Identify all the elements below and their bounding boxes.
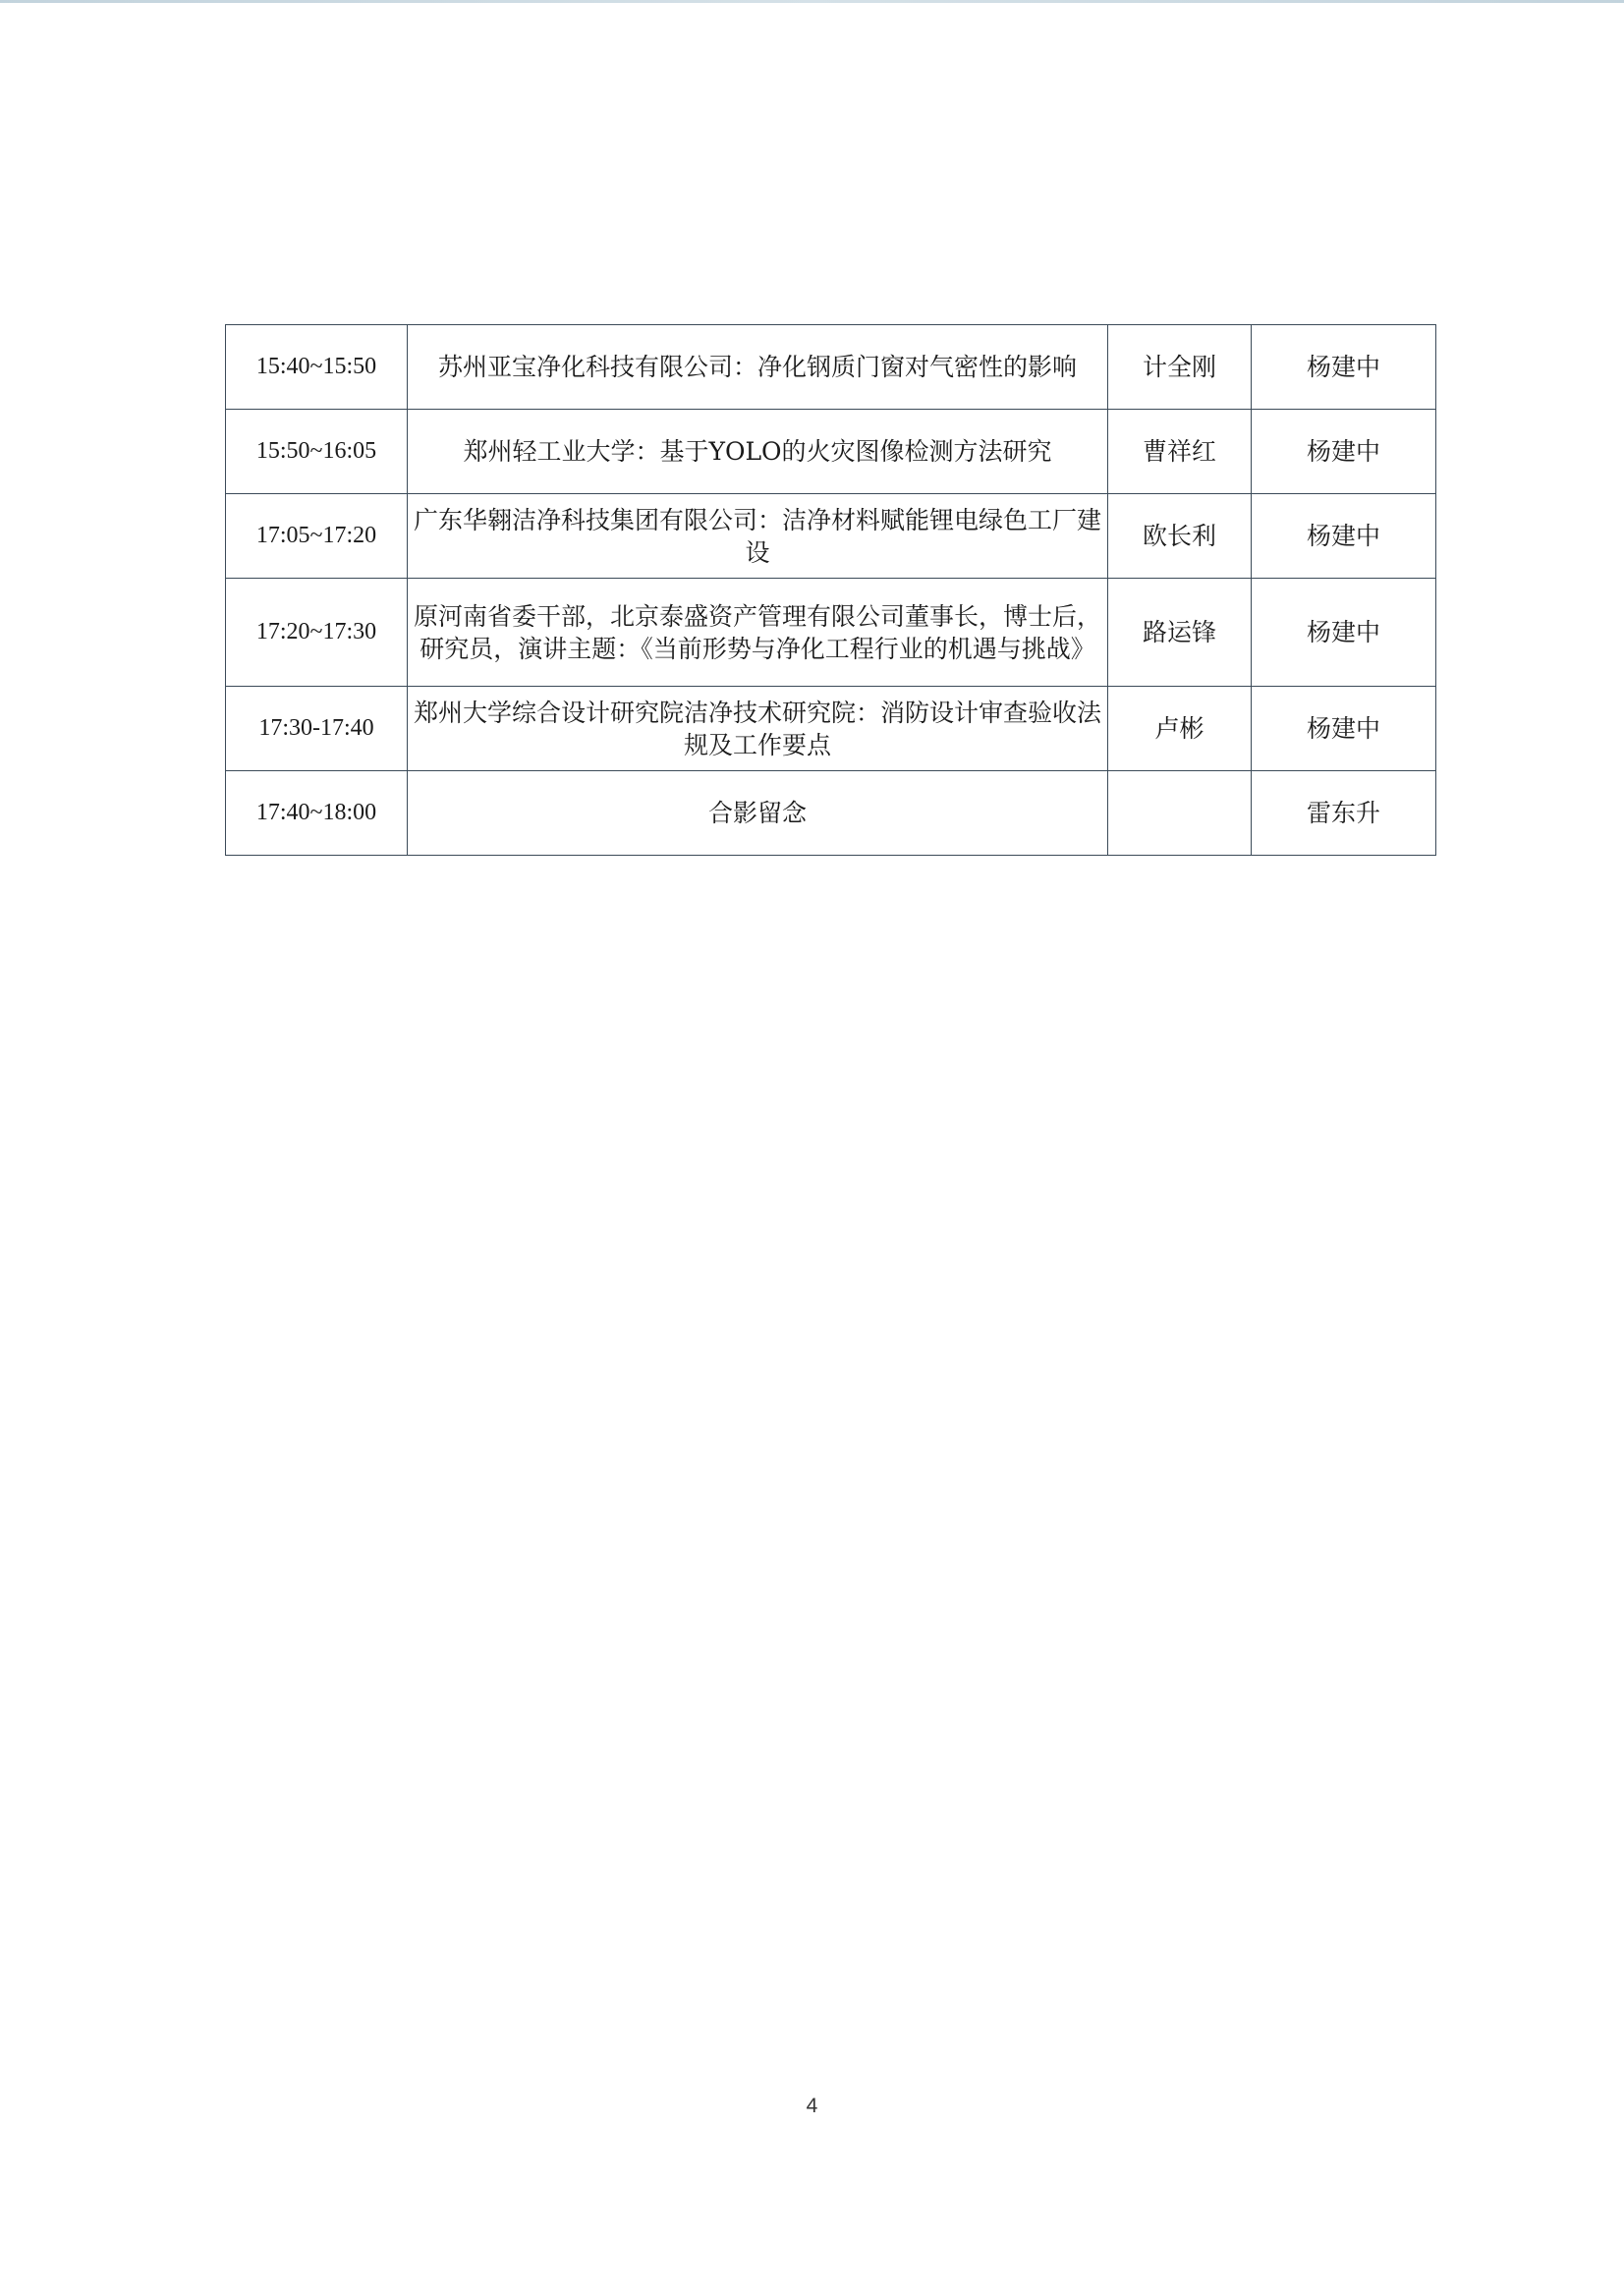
host-cell: 杨建中 [1252, 410, 1436, 494]
table-row [226, 771, 1436, 856]
topic-cell: 广东华翱洁净科技集团有限公司：洁净材料赋能锂电绿色工厂建设 [408, 494, 1108, 579]
table-row [226, 579, 1436, 687]
page-number: 4 [806, 2095, 818, 2117]
time-cell: 17:05~17:20 [226, 494, 408, 579]
table-row [226, 410, 1436, 494]
table-row [226, 687, 1436, 771]
speaker-cell: 欧长利 [1108, 494, 1252, 579]
time-cell: 17:40~18:00 [226, 771, 408, 856]
topic-cell: 郑州轻工业大学：基于YOLO的火灾图像检测方法研究 [408, 410, 1108, 494]
host-cell: 雷东升 [1252, 771, 1436, 856]
time-cell: 17:20~17:30 [226, 579, 408, 687]
page-top-edge [0, 0, 1624, 3]
topic-cell: 郑州大学综合设计研究院洁净技术研究院：消防设计审查验收法规及工作要点 [408, 687, 1108, 771]
speaker-cell: 路运锋 [1108, 579, 1252, 687]
host-cell: 杨建中 [1252, 687, 1436, 771]
speaker-cell: 曹祥红 [1108, 410, 1252, 494]
table-row [226, 325, 1436, 410]
time-cell: 15:50~16:05 [226, 410, 408, 494]
speaker-cell: 计全刚 [1108, 325, 1252, 410]
topic-cell: 合影留念 [408, 771, 1108, 856]
time-cell: 15:40~15:50 [226, 325, 408, 410]
host-cell: 杨建中 [1252, 579, 1436, 687]
schedule-table [225, 324, 1436, 856]
time-cell: 17:30-17:40 [226, 687, 408, 771]
speaker-cell [1108, 771, 1252, 856]
host-cell: 杨建中 [1252, 494, 1436, 579]
speaker-cell: 卢彬 [1108, 687, 1252, 771]
topic-cell: 原河南省委干部，北京泰盛资产管理有限公司董事长，博士后，研究员，演讲主题：《当前形势与净化工程行业的机遇与挑战》 [408, 579, 1108, 687]
topic-cell: 苏州亚宝净化科技有限公司：净化钢质门窗对气密性的影响 [408, 325, 1108, 410]
table-row [226, 494, 1436, 579]
host-cell: 杨建中 [1252, 325, 1436, 410]
